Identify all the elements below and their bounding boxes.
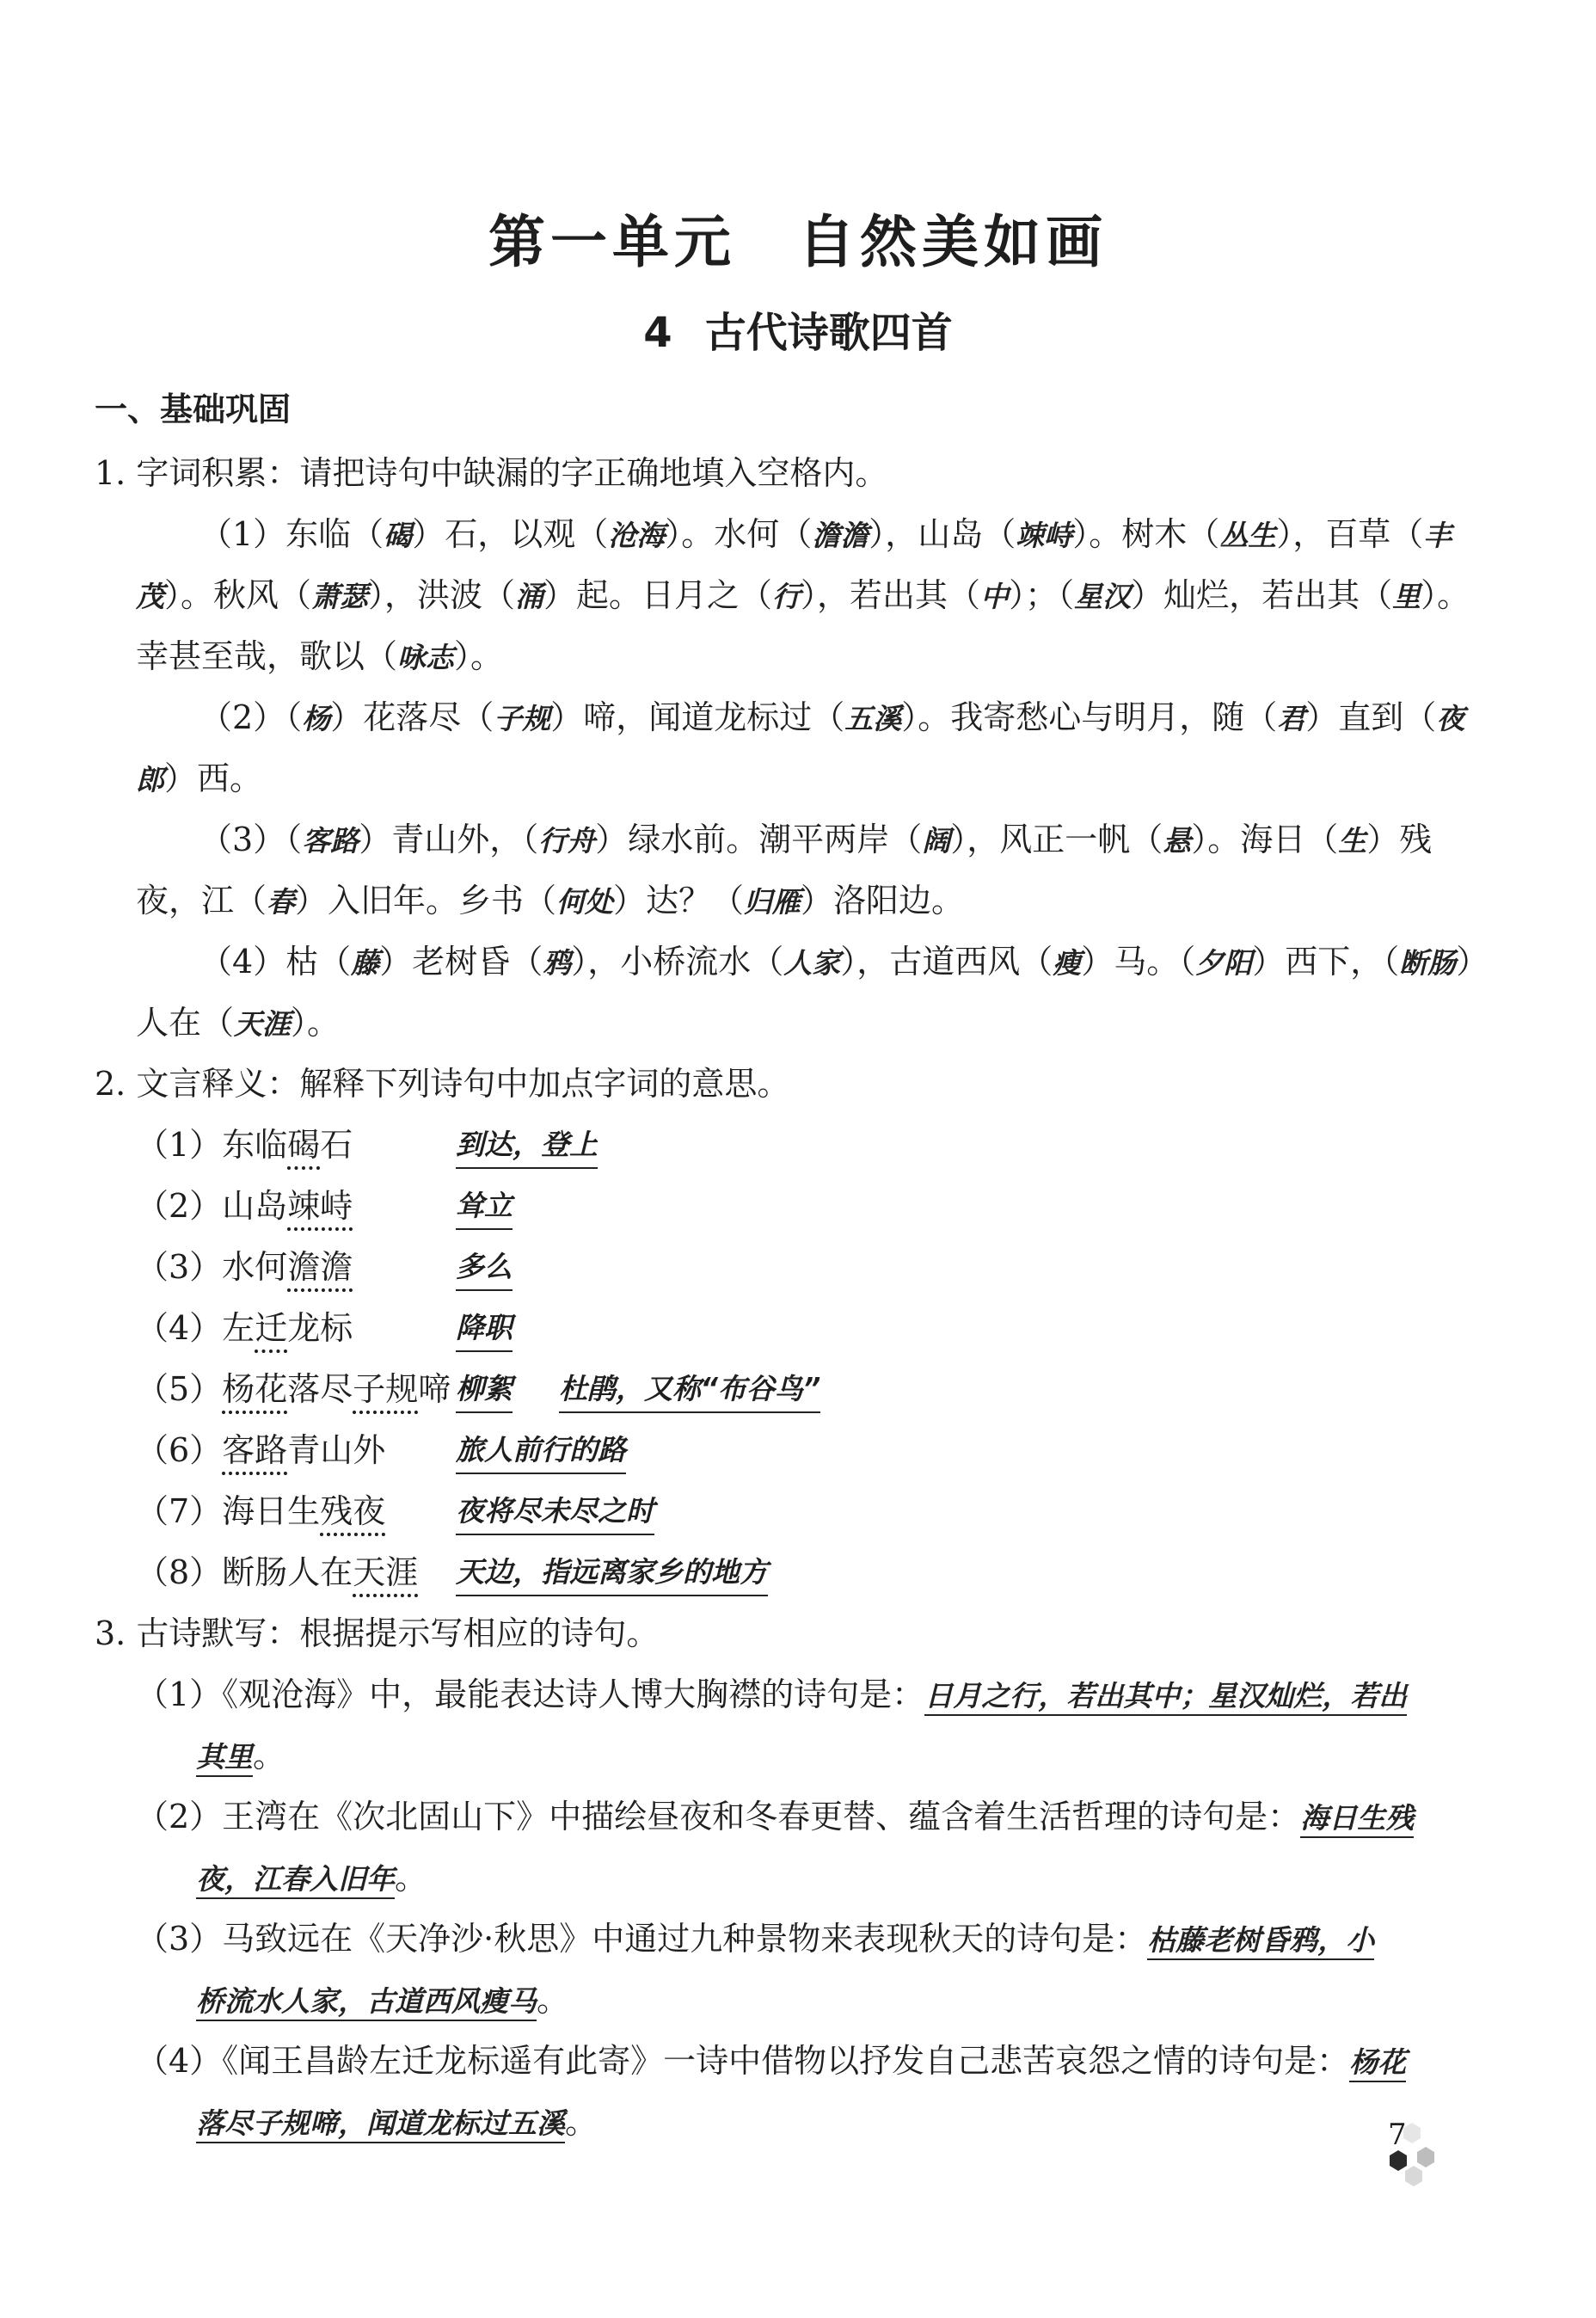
q3-item3-line2: 桥流水人家，古道西风瘦马。 [196,1977,569,2024]
q1-p1-line3: 幸甚至哉，歌以（咏志）。 [136,637,504,675]
q1-p4-line2: 人在（天涯）。 [136,1004,341,1042]
gloss-answer-6: 旅人前行的路 [456,1428,626,1474]
q1-p2-line1: （2）（杨）花落尽（子规）啼，闻道龙标过（五溪）。我寄愁心与明月，随（君）直到（夜 [200,698,1465,736]
gloss-question-6: （6）客路青山外 [136,1431,386,1469]
gloss-question-1: （1）东临碣石 [136,1126,353,1164]
q3-item2-line2: 夜，江春入旧年。 [196,1855,427,1902]
q1-p1-line2: 茂）。秋风（萧瑟），洪波（涌）起。日月之（行），若出其（中）；（星汉）灿烂，若出其（里）。 [136,576,1470,614]
q1-prompt: 1. 字词积累：请把诗句中缺漏的字正确地填入空格内。 [95,454,888,492]
lesson-title [0,299,1596,359]
gloss-question-5: （5）杨花落尽子规啼 [136,1370,451,1408]
gloss-answer-7: 夜将尽未尽之时 [456,1489,654,1535]
gloss-answer-1: 到达，登上 [456,1122,598,1169]
q3-item3-line1: （3）马致远在《天净沙·秋思》中通过九种景物来表现秋天的诗句是：枯藤老树昏鸦，小 [136,1916,1374,1963]
q2-prompt: 2. 文言释义：解释下列诗句中加点字词的意思。 [95,1065,790,1103]
gloss-answer-5b: 杜鹃，又称“布谷鸟” [559,1367,820,1413]
gloss-question-3: （3）水何澹澹 [136,1248,353,1286]
section-heading: 一、基础巩固 [95,390,292,428]
gloss-answer-2: 耸立 [456,1184,513,1230]
gloss-answer-4: 降职 [456,1306,513,1352]
gloss-answer-3: 多么 [456,1245,513,1291]
q3-item1-line1: （1）《观沧海》中，最能表达诗人博大胸襟的诗句是：日月之行，若出其中；星汉灿烂，若出 [136,1672,1407,1719]
gloss-question-4: （4）左迁龙标 [136,1309,353,1347]
q3-item2-line1: （2）王湾在《次北固山下》中描绘昼夜和冬春更替、蕴含着生活哲理的诗句是：海日生残 [136,1794,1414,1841]
q3-prompt: 3. 古诗默写：根据提示写相应的诗句。 [95,1614,660,1652]
q1-p3-line2: 夜，江（春）入旧年。乡书（何处）达？（归雁）洛阳边。 [136,882,965,919]
q1-p3-line1: （3）（客路）青山外，（行舟）绿水前。潮平两岸（阔），风正一帆（悬）。海日（生）残 [200,821,1433,858]
q1-p1-line1: （1）东临（碣）石，以观（沧海）。水何（澹澹），山岛（竦峙）。树木（丛生），百草（丰 [200,515,1452,553]
q3-item4-line2: 落尽子规啼，闻道龙标过五溪。 [196,2100,598,2146]
q1-p4-line1: （4）枯（藤）老树昏（鸦），小桥流水（人家），古道西风（瘦）马。（夕阳）西下，（断肠） [200,943,1489,981]
gloss-question-7: （7）海日生残夜 [136,1492,386,1530]
lesson-name: 古代诗歌四首 [704,309,953,357]
unit-title: 第一单元 自然美如画 [488,208,1108,275]
gloss-answer-5a: 柳絮 [456,1367,513,1413]
lesson-number: 4 [643,309,672,357]
q3-item1-line2: 其里。 [196,1733,285,1780]
page-number: 7 [1388,2118,1407,2152]
q1-p2-line2: 郎）西。 [136,759,263,797]
gloss-question-2: （2）山岛竦峙 [136,1187,353,1225]
q3-item4-line1: （4）《闻王昌龄左迁龙标遥有此寄》一诗中借物以抒发自己悲苦哀怨之情的诗句是：杨花 [136,2038,1406,2085]
gloss-answer-8: 天边，指远离家乡的地方 [456,1550,768,1596]
gloss-question-8: （8）断肠人在天涯 [136,1553,419,1591]
